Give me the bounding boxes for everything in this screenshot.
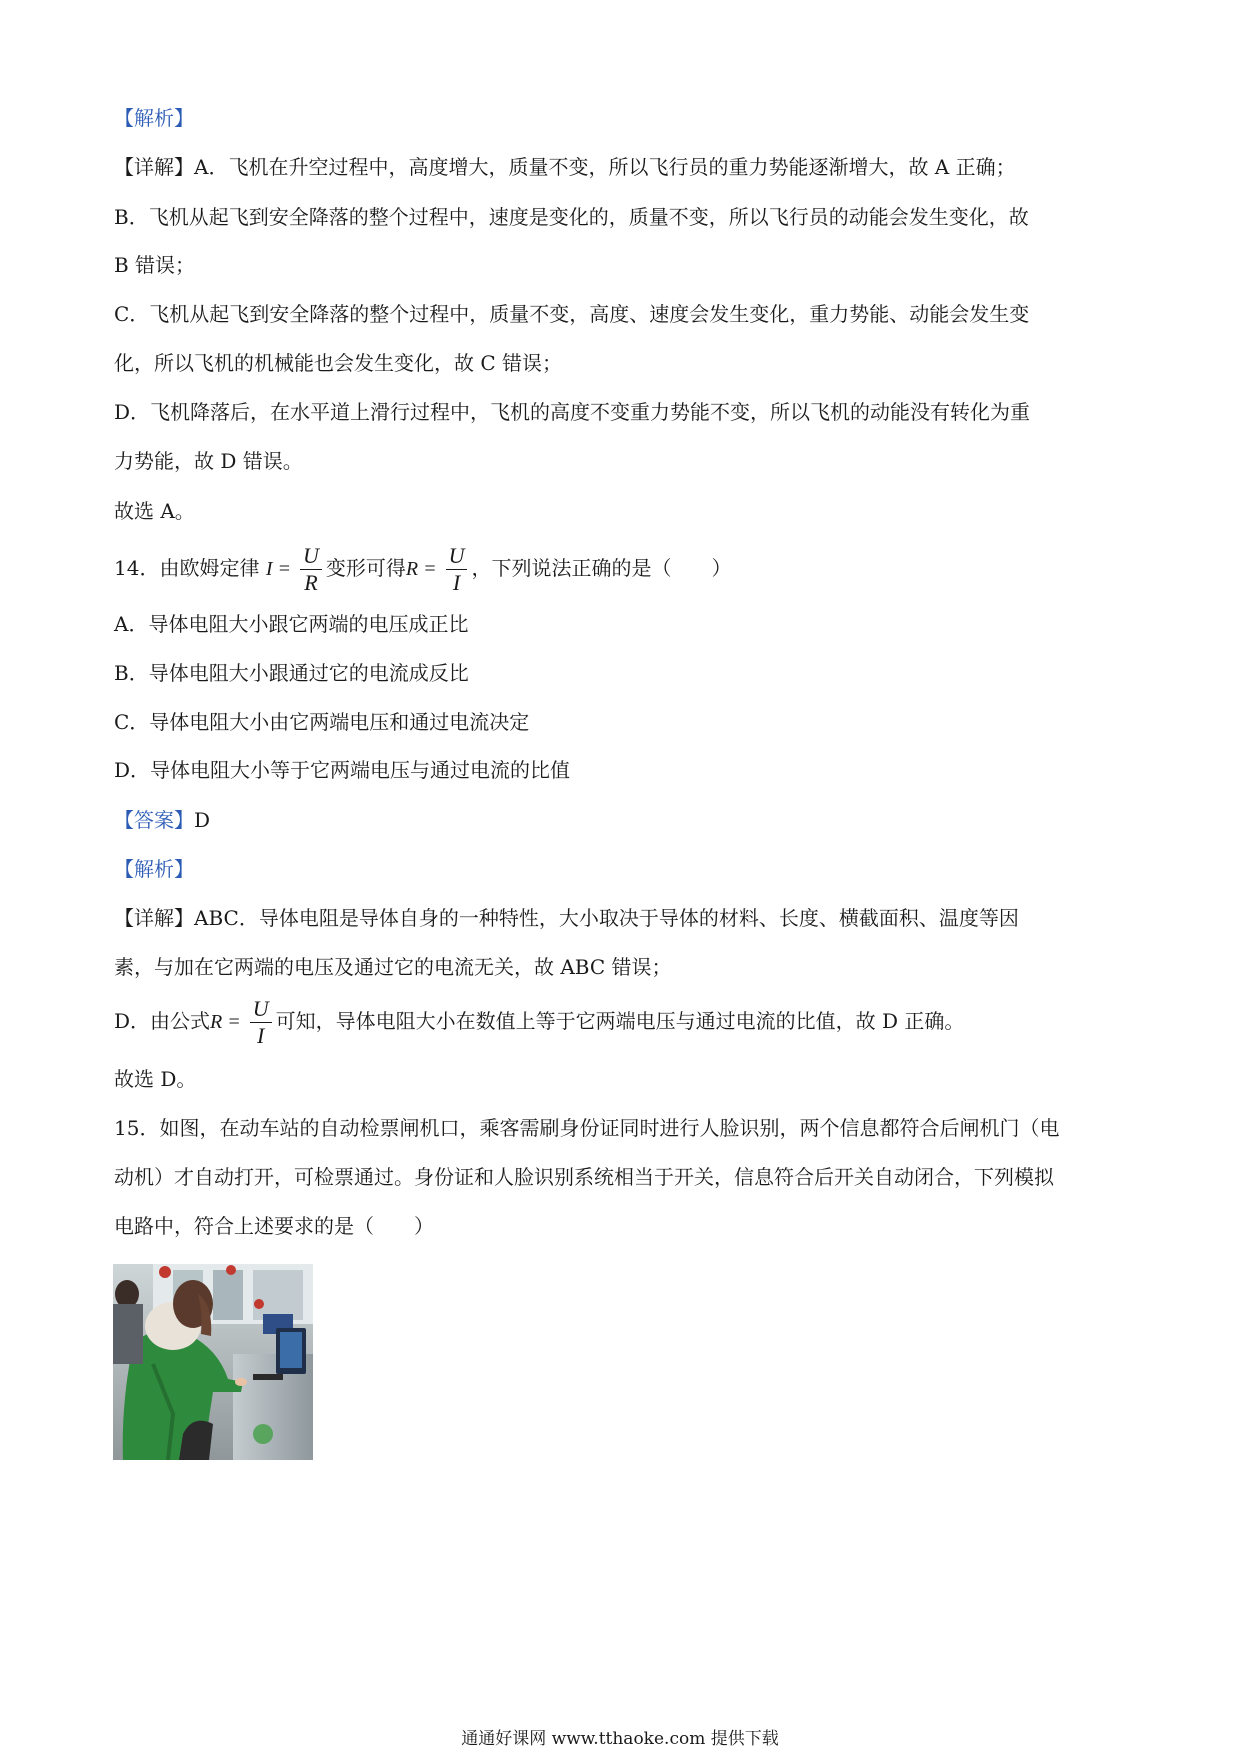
q14-option-a: A．导体电阻大小跟它两端的电压成正比 [114,612,469,636]
detail-line-d-cont: 力势能，故 D 错误。 [114,449,303,473]
detail-tag: 【详解】 [114,155,194,179]
detail-line-a [114,153,1016,181]
analysis-heading: 【解析】 [114,106,194,130]
q14-detail-3: D．由公式R = $\frac{U}{I}$ 可知，导体电阻大小在数值上等于它两端电压与通过电流的比值，故 D 正确。 [114,996,965,1048]
eq2-fraction: $\frac{U}{I}$ [446,543,468,596]
q14-stem: 14．由欧姆定律 I = $\frac{U}{R}$ 变形可得R = $\frac{U}{I}$ ，下列说法正确的是（ ） [114,543,732,595]
detail-line-d: D．飞机降落后，在水平道上滑行过程中，飞机的高度不变重力势能不变，所以飞机的动能没有转化为重 [114,400,1031,424]
eq1-lhs: I [265,558,273,580]
eq3-lhs: R [210,1011,223,1033]
q15-line-1: 15．如图，在动车站的自动检票闸机口，乘客需刷身份证同时进行人脸识别，两个信息都符合后闸机门（电 [114,1116,1060,1140]
detail-line-b: B．飞机从起飞到安全降落的整个过程中，速度是变化的，质量不变，所以飞行员的动能会发生变化，故 [114,205,1029,229]
detail-line-c-cont: 化，所以飞机的机械能也会发生变化，故 C 错误； [114,351,563,375]
conclusion-13: 故选 A。 [114,499,195,523]
answer-tag: 【答案】 [114,808,194,832]
q14-conclusion: 故选 D。 [114,1067,197,1091]
q15-line-3: 电路中，符合上述要求的是（ ） [114,1214,434,1238]
ticket-gate-photo [113,1264,313,1460]
q14-detail-2: 素，与加在它两端的电压及通过它的电流无关，故 ABC 错误； [114,955,672,979]
detail-tag: 【详解】 [114,906,194,930]
detail-line-c: C．飞机从起飞到安全降落的整个过程中，质量不变，高度、速度会发生变化，重力势能、动能会发生变 [114,302,1030,326]
eq3-fraction: $\frac{U}{I}$ [250,996,272,1049]
answer-value: D [194,808,211,832]
q14-option-b: B．导体电阻大小跟通过它的电流成反比 [114,661,469,685]
detail-text: A．飞机在升空过程中，高度增大，质量不变，所以飞行员的重力势能逐渐增大，故 A 正确； [194,155,1016,179]
q14-option-c: C．导体电阻大小由它两端电压和通过电流决定 [114,710,530,734]
q14-detail-1: 【详解】ABC．导体电阻是导体自身的一种特性，大小取决于导体的材料、长度、横截面积、温度等因 [114,906,1019,930]
q14-option-d: D．导体电阻大小等于它两端电压与通过电流的比值 [114,758,571,782]
detail-line-b-cont: B 错误； [114,253,196,277]
q14-answer [114,806,210,834]
footer-source: 通通好课网 www.tthaoke.com 提供下载 [461,1729,779,1749]
eq2-lhs: R [405,558,419,580]
q15-line-2: 动机）才自动打开，可检票通过。身份证和人脸识别系统相当于开关，信息符合后开关自动闭合，下列模拟 [114,1165,1054,1189]
eq1-fraction: $\frac{U}{R}$ [300,543,322,596]
q14-analysis-heading: 【解析】 [114,857,194,881]
